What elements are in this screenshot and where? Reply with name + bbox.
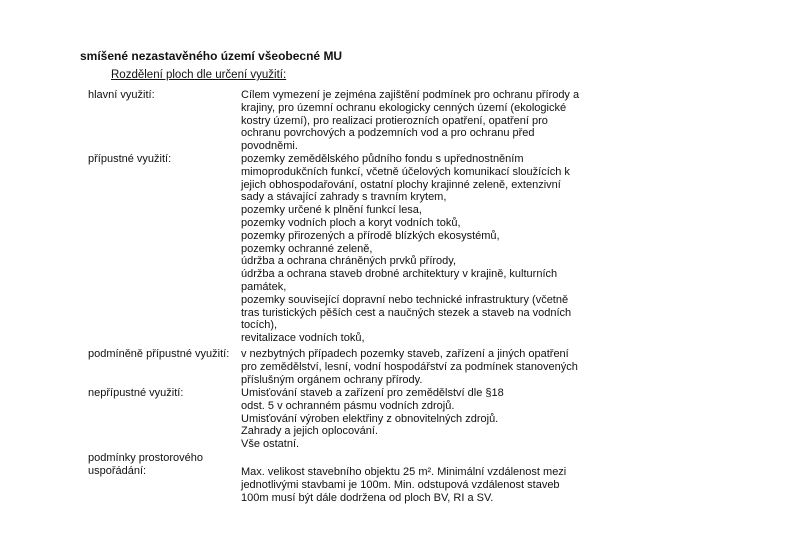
text-line: Umisťování výroben elektřiny z obnovitelných zdrojů. (241, 412, 499, 425)
label-allowed-use: přípustné využití: (88, 153, 172, 165)
text-line: krajiny, pro územní ochranu ekologicky cenných území (ekologické (241, 101, 567, 114)
subheading: Rozdělení ploch dle určení využití: (111, 69, 287, 81)
text-line: pozemky ochranné zeleně, (241, 242, 373, 255)
text-line: odst. 5 v ochranném pásmu vodních zdrojů. (241, 399, 455, 412)
text-line: v nezbytných případech pozemky staveb, zařízení a jiných opatření (241, 348, 569, 360)
label-forbidden-use: nepřípustné využití: (88, 387, 184, 399)
text-line: pozemky určené k plnění funkcí lesa, (241, 204, 422, 217)
text-line: pozemky vodních ploch a koryt vodních toků, (241, 216, 461, 229)
text-line: jednotlivými stavbami je 100m. Min. odstupová vzdálenost staveb (241, 478, 560, 491)
text-line: tras turistických pěších cest a naučných stezek a staveb na vodních (241, 306, 572, 319)
text-line: pro zemědělství, lesní, vodní hospodářství za podmínek stanovených (241, 360, 578, 373)
text-line: údržba a ochrana chráněných prvků přírody, (241, 255, 457, 268)
text-line: mimoprodukčních funkcí, včetně účelových komunikací sloužících k (241, 165, 570, 178)
label-spatial-conditions (88, 452, 203, 478)
text-line: údržba a ochrana staveb drobné architektury v krajině, kulturních (241, 268, 558, 281)
text-line: pozemky zemědělského půdního fondu s upřednostněním (241, 153, 524, 165)
label-spatial-line1: podmínky prostorového (88, 452, 203, 464)
text-line: Cílem vymezení je zejména zajištění podmínek pro ochranu přírody a (241, 89, 580, 101)
text-line: revitalizace vodních toků, (241, 332, 365, 345)
text-line: tocích), (241, 319, 278, 332)
text-line: sady a stávající zahrady s travním krytem, (241, 191, 447, 204)
text-line: Vše ostatní. (241, 438, 300, 451)
text-line: jejich obhospodařování, ostatní plochy krajinné zeleně, extenzivní (241, 178, 561, 191)
text-line: památek, (241, 280, 287, 293)
label-conditional-use: podmíněně přípustné využití: (88, 348, 230, 360)
label-main-use: hlavní využití: (88, 89, 155, 101)
text-line: kostry území), pro realizaci protierozních opatření, opatření pro (241, 114, 548, 127)
text-main-use (241, 89, 601, 153)
label-spatial-line2: uspořádání: (88, 464, 147, 477)
text-spatial-conditions (241, 466, 601, 504)
text-line: povodněmi. (241, 140, 298, 153)
text-forbidden-use (241, 387, 601, 451)
text-line: pozemky přirozených a přírodě blízkých ekosystémů, (241, 229, 500, 242)
text-conditional-use (241, 348, 601, 386)
text-line: 100m musí být dále dodržena od ploch BV, RI a SV. (241, 491, 494, 504)
text-line: Max. velikost stavebního objektu 25 m². Minimální vzdálenost mezi (241, 466, 567, 478)
text-allowed-use (241, 153, 601, 345)
text-line: pozemky související dopravní nebo technické infrastruktury (včetně (241, 293, 569, 306)
text-line: Zahrady a jejich oplocování. (241, 425, 378, 438)
section-heading: smíšené nezastavěného území všeobecné MU (80, 49, 343, 63)
text-line: ochranu povrchových a podzemních vod a pro ochranu před (241, 127, 535, 140)
text-line: příslušným orgánem ochrany přírody. (241, 373, 423, 386)
text-line: Umisťování staveb a zařízení pro zemědělství dle §18 (241, 387, 504, 399)
